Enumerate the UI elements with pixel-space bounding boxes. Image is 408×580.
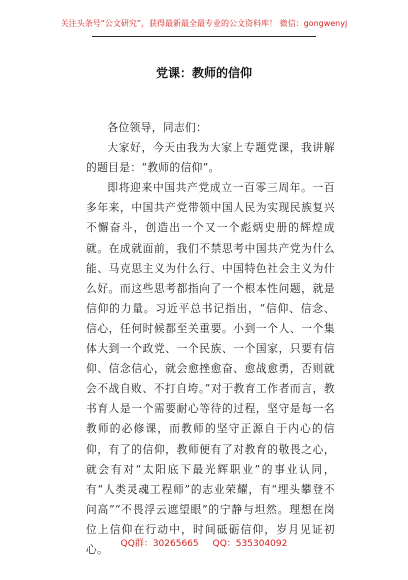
- header-promo-note: 关注头条号“公文研究”，获得最新最全最专业的公文资料库！ 微信：gongwenyj: [60, 19, 348, 28]
- header-divider: [92, 36, 316, 37]
- footer-qq-group: QQ群：30265665: [120, 539, 199, 549]
- footer-qq: QQ：535304092: [212, 539, 288, 549]
- document-title: 党课：教师的信仰: [155, 66, 252, 80]
- document-body: [86, 118, 335, 560]
- paragraph: 即将迎来中国共产党成立一百零三周年。一百多年来，中国共产党带领中国人民为实现民族复兴不懈奋斗，创造出一个又一个彪炳史册的辉煌成就。在成就面前，我们不禁思考中国共产党为什么能、马克思主义为什么行、中国特色社会主义为什么好。而这些思考都指向了一个根本性问题，就是信仰的力量。习近平总书记指出，“信仰、信念、信心，任何时候都至关重要。小到一个人、一个集体大到一个政党、一个民族、一个国家，只要有信仰、信念信心，就会愈挫愈奋、愈战愈勇，否则就会不战自败、不打自垮。”对于教育工作者而言，教书育人是一个需要耐心等待的过程，坚守是每一名教师的必修课，而教师的坚守正源自于内心的信仰，有了的信仰，教师便有了对教育的敬畏之心，就会有对“太阳底下最光辉职业”的事业认同，有“人类灵魂工程师”的志业荣耀，有“埋头攀登不问高”“不畏浮云遮望眼”的宁静与坦然。理想在岗位上信仰在行动中，时间砥砺信仰，岁月见证初心。: [86, 181, 335, 556]
- salutation: 各位领导，同志们：: [107, 121, 208, 134]
- footer-contact: [0, 536, 408, 549]
- paragraph: 大家好，今天由我为大家上专题党课，我讲解的题目是：“教师的信仰”。: [86, 141, 335, 175]
